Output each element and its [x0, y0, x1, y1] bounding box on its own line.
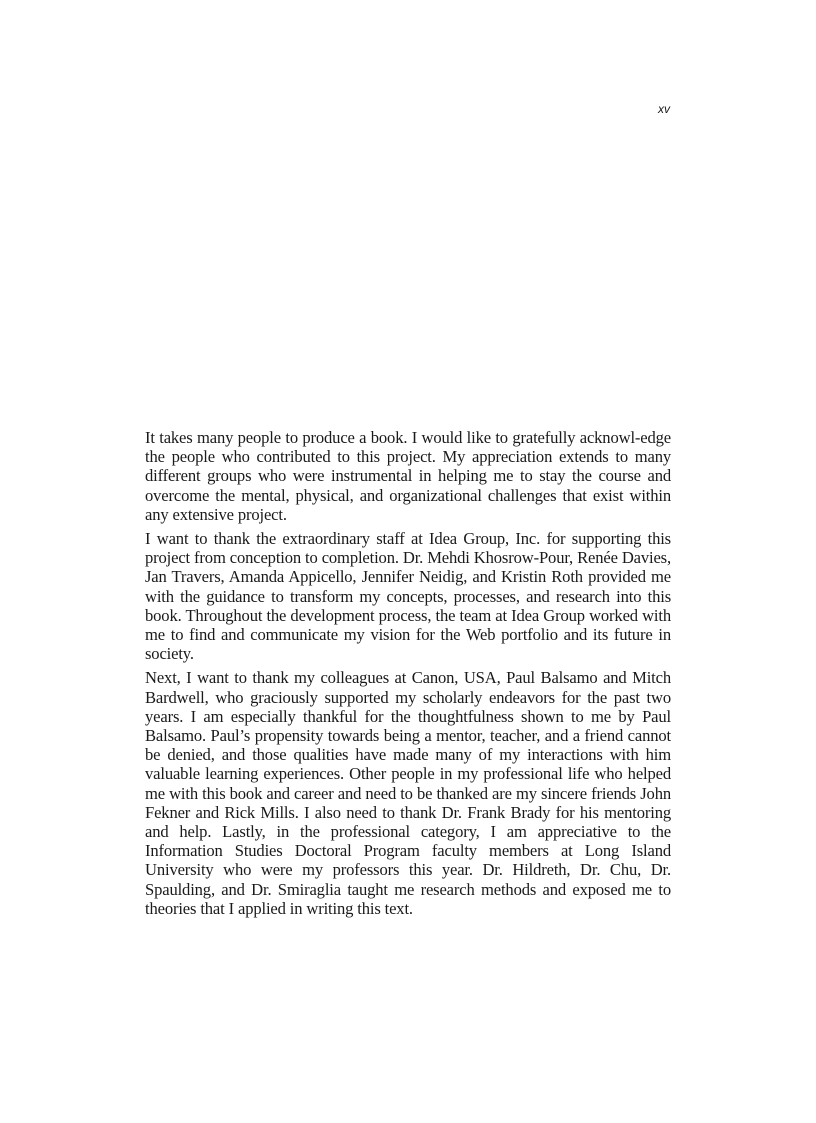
- page-number: xv: [658, 102, 670, 116]
- paragraph-1: It takes many people to produce a book. I would like to gratefully acknowl-edge the people who contributed to this project. My appreciation extends to many different groups who were instrumental in helping me to stay the course and overcome the mental, physical, and organizational challenges that exist within any extensive project.: [145, 428, 671, 524]
- acknowledgments-body: [145, 428, 671, 923]
- paragraph-3: Next, I want to thank my colleagues at Canon, USA, Paul Balsamo and Mitch Bardwell, who graciously supported my scholarly endeavors for the past two years. I am especially thankful for the thoughtfulness shown to me by Paul Balsamo. Paul’s propensity towards being a mentor, teacher, and a friend cannot be denied, and those qualities have made many of my interactions with him valuable learning experiences. Other people in my professional life who helped me with this book and career and need to be thanked are my sincere friends John Fekner and Rick Mills. I also need to thank Dr. Frank Brady for his mentoring and help. Lastly, in the professional category, I am appreciative to the Information Studies Doctoral Program faculty members at Long Island University who were my professors this year. Dr. Hildreth, Dr. Chu, Dr. Spaulding, and Dr. Smiraglia taught me research methods and exposed me to theories that I applied in writing this text.: [145, 668, 671, 918]
- paragraph-2: I want to thank the extraordinary staff at Idea Group, Inc. for supporting this project from conception to completion. Dr. Mehdi Khosrow-Pour, Renée Davies, Jan Travers, Amanda Appicello, Jennifer Neidig, and Kristin Roth provided me with the guidance to transform my concepts, processes, and research into this book. Throughout the development process, the team at Idea Group worked with me to find and communicate my vision for the Web portfolio and its future in society.: [145, 529, 671, 664]
